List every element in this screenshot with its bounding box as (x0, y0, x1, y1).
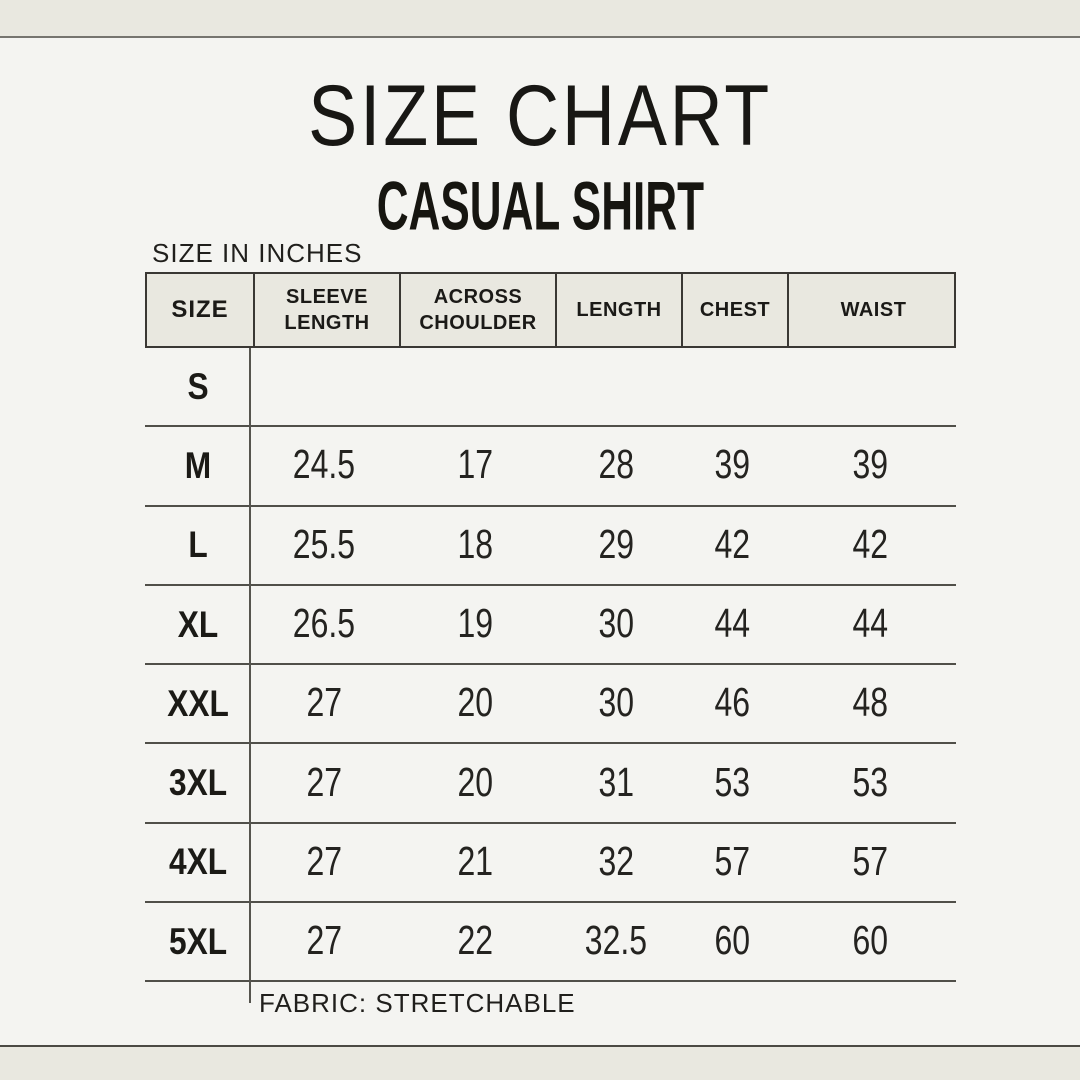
cell-across-shoulder: 22 (457, 918, 493, 964)
top-band (0, 0, 1080, 38)
page-subtitle-text: CASUAL SHIRT (376, 168, 704, 245)
cell-length: 30 (598, 601, 634, 647)
cell-length: 29 (598, 522, 634, 568)
fabric-note: FABRIC: STRETCHABLE (259, 988, 576, 1018)
table-row-5xl (145, 903, 956, 982)
size-column-divider-line (249, 348, 251, 1003)
table-header-row (145, 272, 956, 348)
page-title-text: SIZE CHART (308, 67, 772, 164)
cell-sleeve-length: 27 (306, 680, 342, 726)
cell-waist (785, 348, 956, 425)
page-subtitle (0, 168, 1080, 245)
cell-size: XL (177, 603, 219, 645)
cell-waist: 42 (852, 522, 889, 568)
cell-sleeve-length: 24.5 (292, 442, 356, 488)
cell-waist: 60 (852, 918, 889, 964)
cell-across-shoulder: 21 (457, 839, 493, 885)
cell-waist: 44 (852, 601, 889, 647)
cell-across-shoulder (397, 348, 553, 425)
cell-chest: 44 (714, 601, 750, 647)
cell-across-shoulder: 19 (457, 601, 493, 647)
cell-size: XXL (167, 682, 229, 725)
table-row-3xl (145, 744, 956, 823)
cell-chest: 39 (714, 442, 750, 488)
header-cell-chest: CHEST (681, 274, 787, 346)
header-cell-sleeve-length: SLEEVE LENGTH (253, 274, 399, 346)
cell-size: 4XL (168, 841, 228, 883)
cell-length (553, 348, 679, 425)
cell-waist: 57 (852, 839, 889, 885)
table-row-m (145, 427, 956, 506)
table-body (145, 348, 956, 982)
cell-across-shoulder: 20 (457, 760, 493, 806)
cell-sleeve-length: 27 (306, 918, 342, 964)
cell-size: L (188, 523, 208, 566)
cell-waist: 53 (852, 760, 889, 806)
table-row-xl (145, 586, 956, 665)
cell-waist: 39 (852, 442, 889, 488)
cell-chest: 42 (714, 522, 750, 568)
cell-across-shoulder: 18 (457, 522, 493, 568)
cell-length: 28 (598, 442, 634, 488)
cell-across-shoulder: 20 (457, 680, 493, 726)
page-title (0, 64, 1080, 168)
cell-sleeve-length (251, 348, 397, 425)
cell-chest: 46 (714, 680, 750, 726)
cell-length: 32 (598, 839, 634, 885)
table-row-s (145, 348, 956, 427)
cell-length: 31 (598, 760, 634, 806)
cell-chest: 60 (714, 918, 750, 964)
cell-chest: 57 (714, 839, 750, 885)
bottom-band (0, 1045, 1080, 1080)
cell-length: 30 (598, 680, 634, 726)
cell-size: 3XL (168, 761, 228, 804)
units-note: SIZE IN INCHES (152, 238, 363, 268)
table-row-xxl (145, 665, 956, 744)
cell-sleeve-length: 26.5 (292, 601, 356, 647)
header-cell-length: LENGTH (555, 274, 681, 346)
cell-chest: 53 (714, 760, 750, 806)
table-row-4xl (145, 824, 956, 903)
cell-size: S (187, 365, 209, 408)
cell-sleeve-length: 27 (306, 839, 342, 885)
cell-length: 32.5 (584, 918, 648, 964)
cell-across-shoulder: 17 (457, 442, 493, 488)
header-cell-size: SIZE (171, 296, 229, 323)
size-chart-table (145, 272, 956, 982)
cell-chest (679, 348, 785, 425)
header-cell-waist: WAIST (787, 274, 958, 346)
cell-waist: 48 (852, 680, 889, 726)
cell-sleeve-length: 25.5 (292, 522, 356, 568)
table-row-l (145, 507, 956, 586)
header-cell-across-shoulder: ACROSS CHOULDER (399, 274, 555, 346)
cell-size: 5XL (168, 920, 228, 963)
cell-sleeve-length: 27 (306, 760, 342, 806)
cell-size: M (184, 444, 212, 487)
